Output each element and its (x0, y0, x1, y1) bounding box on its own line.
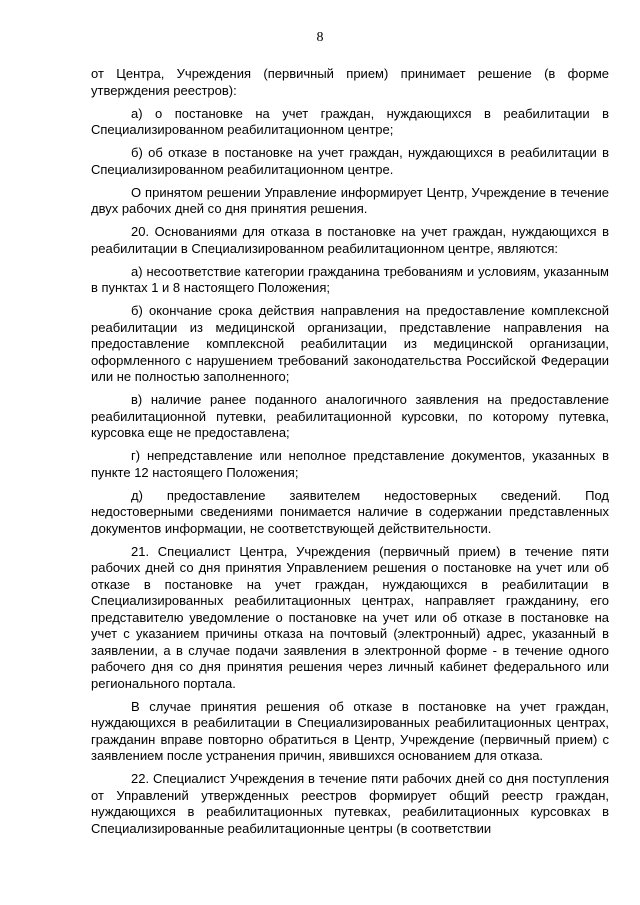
paragraph: в) наличие ранее поданного аналогичного заявления на предоставление реабилитационной путевки, реабилитационной курсовки, по которому путевка, курсовка еще не предоставлена; (91, 392, 609, 440)
paragraph: б) об отказе в постановке на учет граждан, нуждающихся в реабилитации в Специализированном реабилитационном центре. (91, 145, 609, 177)
paragraph: 21. Специалист Центра, Учреждения (первичный прием) в течение пяти рабочих дней со дня принятия Управлением решения о постановке на учет или об отказе в постановке на учет граждан, нуждающихся в реабилитации в Специализированных реабилитационных центрах, направляет гражданину, его представителю уведомление о постановке на учет или об отказе в постановке на учет с указанием причины отказа на почтовый (электронный) адрес, указанный в заявлении, а в случае подачи заявления в электронной форме - в течение одного рабочего дня со дня принятия решения через личный кабинет федерального или регионального портала. (91, 543, 609, 691)
paragraph: В случае принятия решения об отказе в постановке на учет граждан, нуждающихся в реабилитации в Специализированных реабилитационных центрах, гражданин вправе повторно обратиться в Центр, Учреждение (первичный прием) с заявлением после устранения причин, явившихся основанием для отказа. (91, 698, 609, 763)
paragraph: д) предоставление заявителем недостоверных сведений. Под недостоверными сведениями понимается наличие в содержании представленных документов информации, не соответствующей действительности. (91, 487, 609, 536)
paragraph: от Центра, Учреждения (первичный прием) принимает решение (в форме утверждения реестров): (91, 66, 609, 98)
paragraph: 22. Специалист Учреждения в течение пяти рабочих дней со дня поступления от Управлений утвержденных реестров формирует общий реестр граждан, нуждающихся в реабилитационных путевках, реабилитационных курсовках в Специализированные реабилитационные центры (в соответствии (91, 771, 609, 836)
paragraph: а) несоответствие категории гражданина требованиям и условиям, указанным в пунктах 1 и 8 настоящего Положения; (91, 263, 609, 295)
paragraph: О принятом решении Управление информирует Центр, Учреждение в течение двух рабочих дней со дня принятия решения. (91, 184, 609, 216)
page-number: 8 (316, 30, 324, 45)
paragraph: г) непредставление или неполное представление документов, указанных в пункте 12 настоящего Положения; (91, 448, 609, 480)
paragraph: 20. Основаниями для отказа в постановке на учет граждан, нуждающихся в реабилитации в Специализированном реабилитационном центре, являются: (91, 224, 609, 256)
document-body (91, 66, 609, 844)
paragraph: б) окончание срока действия направления на предоставление комплексной реабилитации из медицинской организации, представление направления на предоставление комплексной реабилитации из медицинской организации, оформленного с нарушением требований законодательства Российской Федерации или не полностью заполненного; (91, 303, 609, 384)
paragraph: а) о постановке на учет граждан, нуждающихся в реабилитации в Специализированном реабилитационном центре; (91, 105, 609, 137)
